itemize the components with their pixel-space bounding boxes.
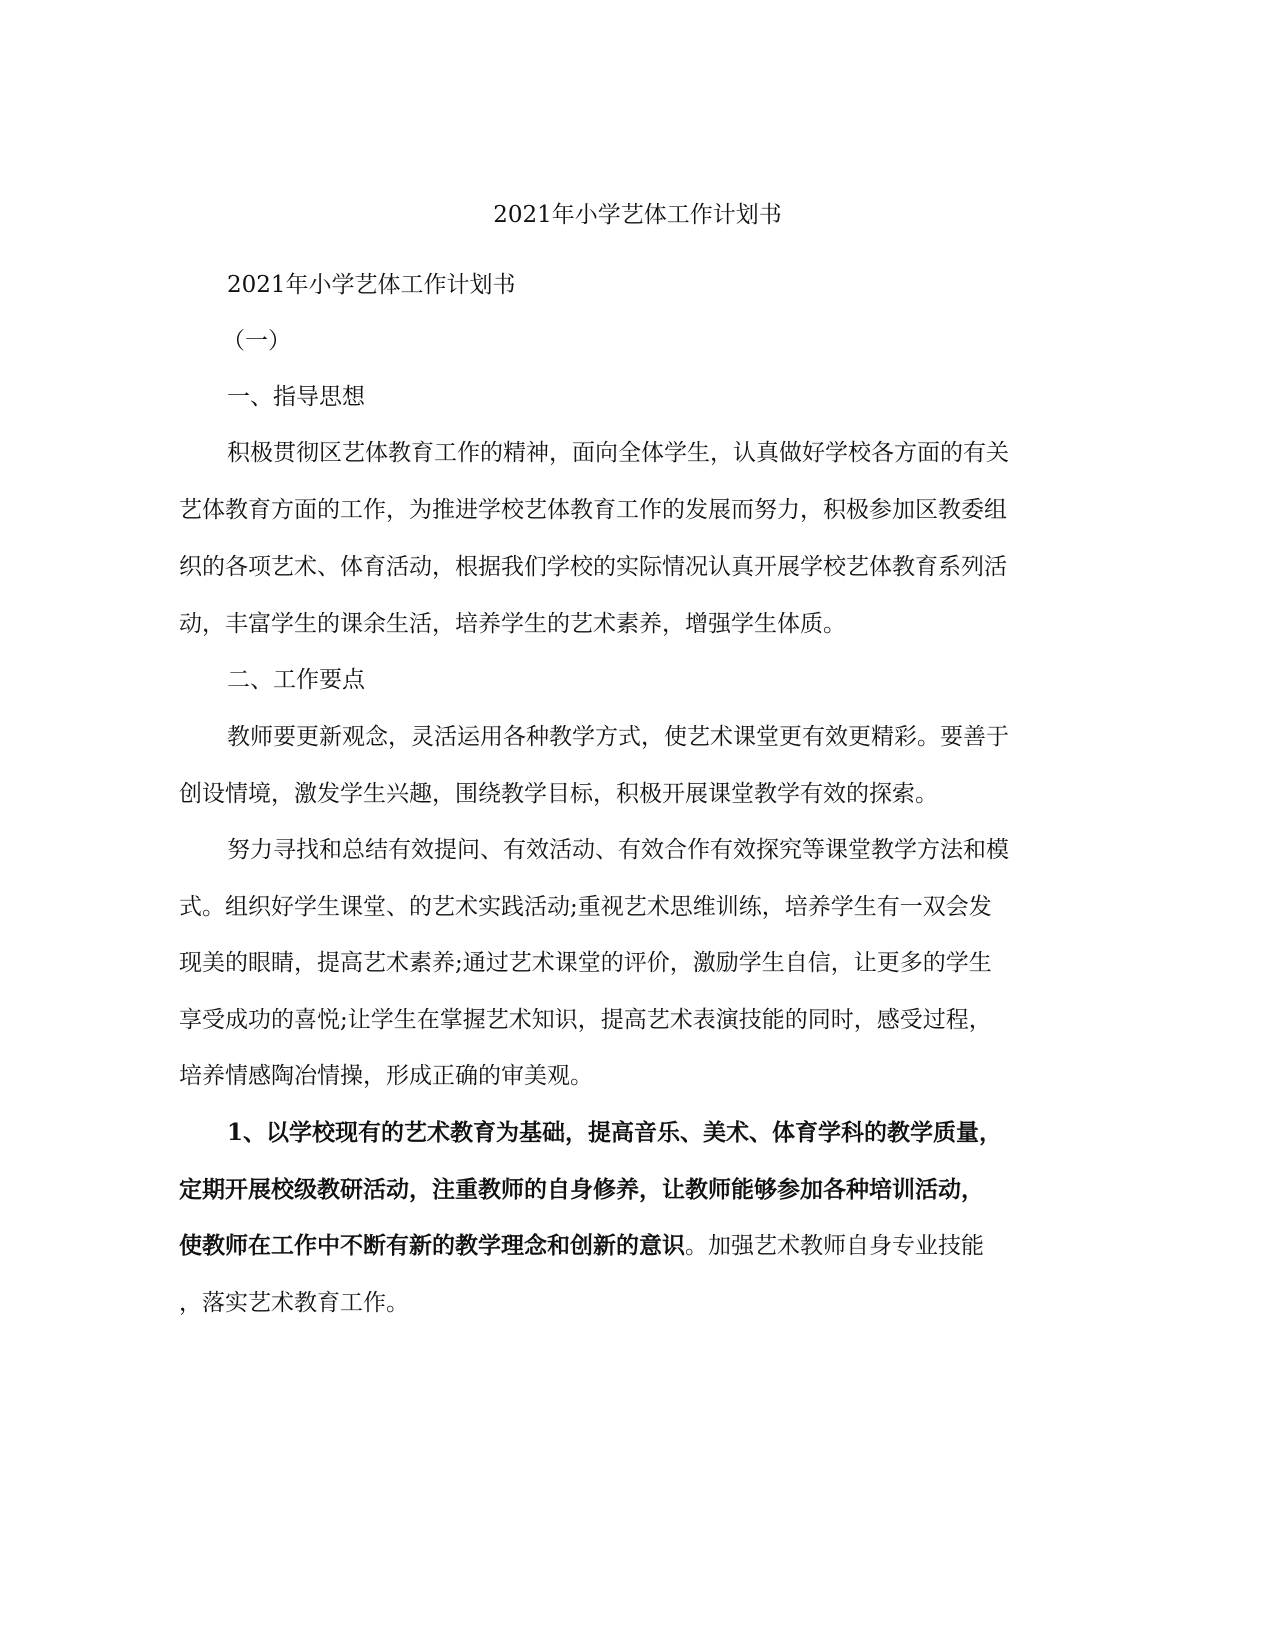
part-marker: （一） bbox=[222, 328, 291, 354]
paragraph-line: 现美的眼睛，提高艺术素养;通过艺术课堂的评价，激励学生自信，让更多的学生 bbox=[179, 950, 992, 976]
document-subtitle: 2021年小学艺体工作计划书 bbox=[227, 272, 516, 298]
paragraph-line: 艺体教育方面的工作，为推进学校艺体教育工作的发展而努力，积极参加区教委组 bbox=[179, 497, 1007, 523]
item-1-mixed-line bbox=[179, 1231, 1275, 1261]
paragraph-line: 织的各项艺术、体育活动，根据我们学校的实际情况认真开展学校艺体教育系列活 bbox=[179, 554, 1007, 580]
paragraph-line: 培养情感陶冶情操，形成正确的审美观。 bbox=[179, 1063, 593, 1089]
section-heading-guiding-thought: 一、指导思想 bbox=[227, 384, 365, 410]
paragraph-line: 式。组织好学生课堂、的艺术实践活动;重视艺术思维训练，培养学生有一双会发 bbox=[179, 894, 992, 920]
document-title: 2021年小学艺体工作计划书 bbox=[493, 202, 782, 228]
paragraph-line: 积极贯彻区艺体教育工作的精神，面向全体学生，认真做好学校各方面的有关 bbox=[227, 440, 1009, 466]
paragraph-line: 创设情境，激发学生兴趣，围绕教学目标，积极开展课堂教学有效的探索。 bbox=[179, 781, 938, 807]
item-1-bold-line: 定期开展校级教研活动，注重教师的自身修养，让教师能够参加各种培训活动， bbox=[179, 1176, 984, 1203]
paragraph-line: 努力寻找和总结有效提问、有效活动、有效合作有效探究等课堂教学方法和模 bbox=[227, 837, 1009, 863]
item-1-bold-line: 1、以学校现有的艺术教育为基础，提高音乐、美术、体育学科的教学质量， bbox=[227, 1119, 1003, 1146]
paragraph-line: 动，丰富学生的课余生活，培养学生的艺术素养，增强学生体质。 bbox=[179, 611, 846, 637]
item-1-last-line: ，落实艺术教育工作。 bbox=[179, 1290, 409, 1316]
item-1-bold-text: 使教师在工作中不断有新的教学理念和创新的意识 bbox=[179, 1232, 685, 1259]
paragraph-line: 享受成功的喜悦;让学生在掌握艺术知识，提高艺术表演技能的同时，感受过程， bbox=[179, 1007, 992, 1033]
item-1-normal-text: 。加强艺术教师自身专业技能 bbox=[685, 1233, 984, 1259]
section-heading-work-points: 二、工作要点 bbox=[227, 667, 365, 693]
paragraph-line: 教师要更新观念，灵活运用各种教学方式，使艺术课堂更有效更精彩。要善于 bbox=[227, 724, 1009, 750]
